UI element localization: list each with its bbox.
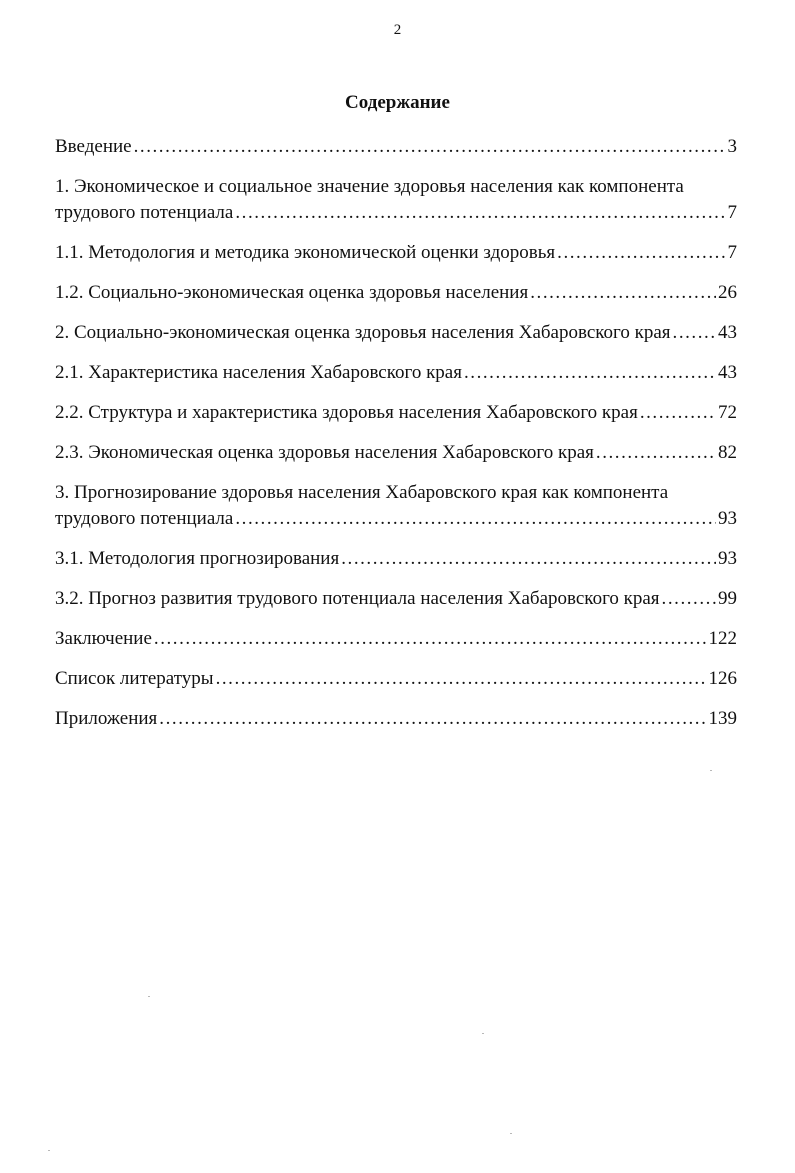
toc-entry-label: 2. Социально-экономическая оценка здоровья населения Хабаровского края xyxy=(55,322,671,343)
toc-entry-label: Заключение xyxy=(55,628,152,649)
toc-entry-label: 3.2. Прогноз развития трудового потенциала населения Хабаровского края xyxy=(55,588,660,609)
toc-entry-page: 126 xyxy=(708,668,737,689)
toc-entry-appendices xyxy=(55,706,737,732)
toc-entry-page: 93 xyxy=(718,548,737,569)
toc-entry-label: Приложения xyxy=(55,708,158,729)
toc-entry-page: 43 xyxy=(718,322,737,343)
toc-entry-page: 43 xyxy=(718,362,737,383)
toc-entry-label: 3.1. Методология прогнозирования xyxy=(55,548,340,569)
scan-speck xyxy=(482,1033,484,1034)
toc-entry-introduction xyxy=(55,134,737,160)
toc-entry-label: Введение xyxy=(55,136,132,157)
toc-entry-page: 99 xyxy=(718,588,737,609)
toc-entry-conclusion xyxy=(55,626,737,652)
toc-entry-section-2-1 xyxy=(55,360,737,386)
toc-entry-section-1-2 xyxy=(55,280,737,306)
dot-leader xyxy=(134,134,726,160)
dot-leader xyxy=(662,586,716,612)
toc-entry-chapter-1 xyxy=(55,174,737,226)
toc-entry-label: трудового потенциала xyxy=(55,202,234,223)
toc-entry-section-2-3 xyxy=(55,440,737,466)
toc-entry-page: 139 xyxy=(708,708,737,729)
toc-entry-section-3-2 xyxy=(55,586,737,612)
toc-entry-label-line1: 1. Экономическое и социальное значение здоровья населения как компонента xyxy=(55,176,684,197)
scan-speck xyxy=(48,1150,50,1151)
toc-entry-page: 82 xyxy=(718,442,737,463)
toc-entry-page: 93 xyxy=(718,508,737,529)
toc-entry-page: 122 xyxy=(708,628,737,649)
dot-leader xyxy=(530,280,716,306)
toc-entry-label: трудового потенциала xyxy=(55,508,234,529)
scan-speck xyxy=(510,1133,512,1134)
toc-entry-page: 7 xyxy=(727,242,737,263)
toc-entry-label: 2.2. Структура и характеристика здоровья населения Хабаровского края xyxy=(55,402,638,423)
toc-entry-page: 72 xyxy=(718,402,737,423)
dot-leader xyxy=(673,320,716,346)
toc-entry-label: 2.3. Экономическая оценка здоровья населения Хабаровского края xyxy=(55,442,594,463)
dot-leader xyxy=(596,440,716,466)
table-of-contents xyxy=(55,134,737,732)
scan-speck xyxy=(148,996,150,997)
toc-entry-references xyxy=(55,666,737,692)
dot-leader xyxy=(159,706,706,732)
page-title: Содержание xyxy=(345,92,450,113)
dot-leader xyxy=(216,666,707,692)
toc-entry-page: 7 xyxy=(727,202,737,223)
toc-entry-chapter-3 xyxy=(55,480,737,532)
dot-leader xyxy=(640,400,716,426)
toc-entry-label: 1.1. Методология и методика экономической оценки здоровья xyxy=(55,242,556,263)
toc-entry-label: Список литературы xyxy=(55,668,214,689)
toc-entry-label: 1.2. Социально-экономическая оценка здоровья населения xyxy=(55,282,529,303)
dot-leader xyxy=(154,626,707,652)
dot-leader xyxy=(464,360,716,386)
toc-entry-chapter-2 xyxy=(55,320,737,346)
dot-leader xyxy=(235,200,725,226)
toc-entry-label: 2.1. Характеристика населения Хабаровского края xyxy=(55,362,462,383)
toc-entry-page: 26 xyxy=(718,282,737,303)
toc-entry-label-line1: 3. Прогнозирование здоровья населения Хабаровского края как компонента xyxy=(55,482,669,503)
toc-entry-section-1-1 xyxy=(55,240,737,266)
dot-leader xyxy=(341,546,716,572)
toc-entry-section-2-2 xyxy=(55,400,737,426)
toc-entry-section-3-1 xyxy=(55,546,737,572)
dot-leader xyxy=(557,240,725,266)
page-number: 2 xyxy=(393,22,402,38)
toc-entry-page: 3 xyxy=(727,136,737,157)
dot-leader xyxy=(235,506,716,532)
scan-speck xyxy=(710,770,712,771)
